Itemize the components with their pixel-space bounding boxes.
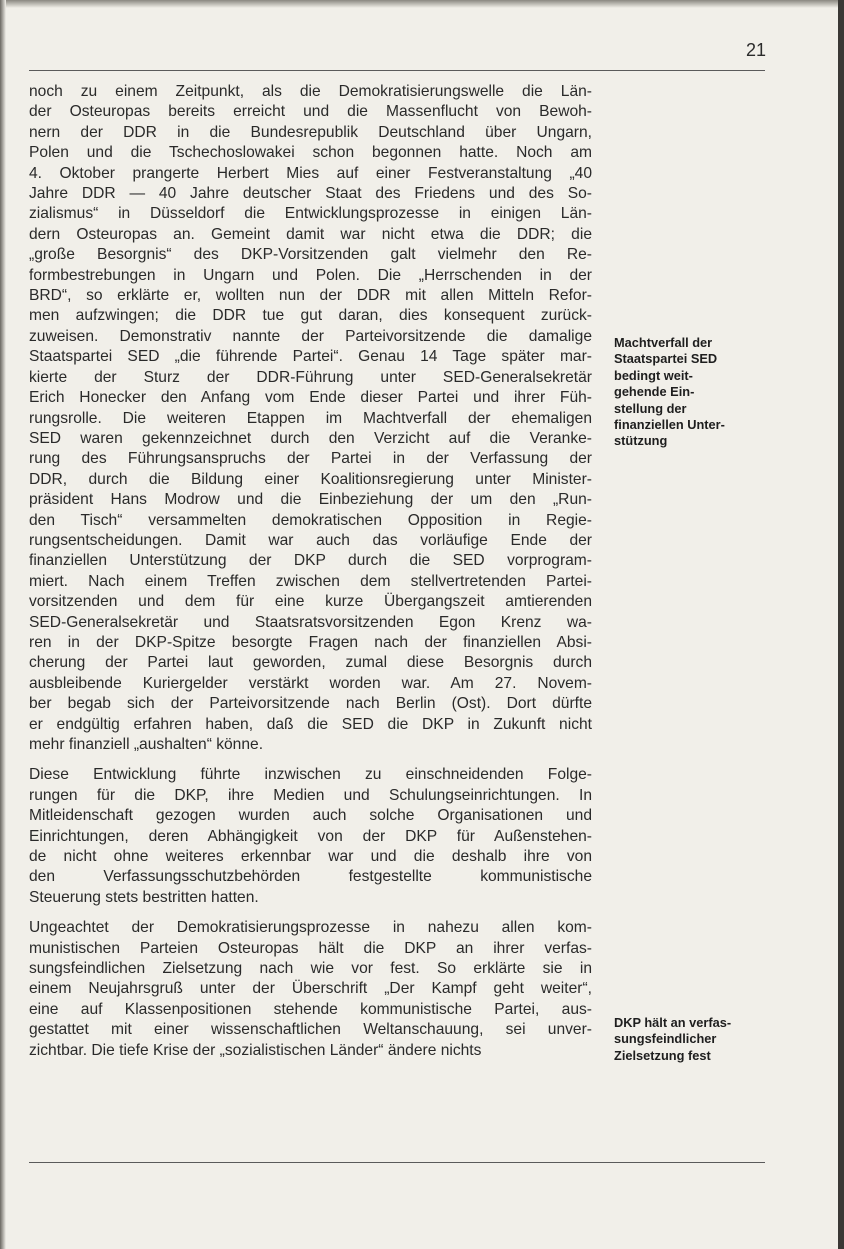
text-line: ber begab sich der Parteivorsitzende nach Berlin (Ost). Dort dürfte bbox=[29, 695, 592, 713]
text-line: ausbleibende Kuriergelder verstärkt worden war. Am 27. Novem- bbox=[29, 674, 592, 692]
text-line: 4. Oktober prangerte Herbert Mies auf einer Festveranstaltung „40 bbox=[29, 164, 592, 182]
text-line: gestattet mit einer wissenschaftlichen Weltanschauung, sei unver- bbox=[29, 1021, 592, 1039]
margin-note-line: stellung der bbox=[614, 400, 687, 416]
paragraph bbox=[29, 765, 592, 908]
text-line: zuweisen. Demonstrativ nannte der Parteivorsitzende die damalige bbox=[29, 327, 592, 345]
margin-note-line: gehende Ein- bbox=[614, 384, 695, 400]
text-line: den Verfassungsschutzbehörden festgestellte kommunistische bbox=[29, 868, 592, 886]
text-line: cherung der Partei laut geworden, zumal diese Besorgnis durch bbox=[29, 654, 592, 672]
margin-note-line: Zielsetzung fest bbox=[614, 1047, 711, 1063]
text-line: eine auf Klassenpositionen stehende kommunistische Partei, aus- bbox=[29, 1000, 592, 1018]
text-line: vorsitzenden und dem für eine kurze Übergangszeit amtierenden bbox=[29, 593, 592, 611]
text-line: DDR, durch die Bildung einer Koalitionsregierung unter Minister- bbox=[29, 470, 592, 488]
text-line: den Tisch“ versammelten demokratischen Opposition in Regie- bbox=[29, 511, 592, 529]
text-line: mehr finanziell „aushalten“ könne. bbox=[29, 736, 264, 753]
paragraph bbox=[29, 82, 592, 755]
text-line: „große Besorgnis“ des DKP-Vorsitzenden galt vielmehr den Re- bbox=[29, 246, 592, 264]
text-line: einem Neujahrsgruß unter der Überschrift „Der Kampf geht weiter“, bbox=[29, 980, 592, 998]
text-line: rungsentscheidungen. Damit war auch das vorläufige Ende der bbox=[29, 531, 592, 549]
text-line: nern der DDR in die Bundesrepublik Deutschland über Ungarn, bbox=[29, 123, 592, 141]
text-line: formbestrebungen in Ungarn und Polen. Die „Herrschenden in der bbox=[29, 266, 592, 284]
text-line: präsident Hans Modrow und die Einbeziehung der um den „Run- bbox=[29, 491, 592, 509]
text-line: SED waren gekennzeichnet durch den Verzicht auf die Veranke- bbox=[29, 429, 592, 447]
text-line: munistischen Parteien Osteuropas hält die DKP an ihrer verfas- bbox=[29, 939, 592, 957]
text-line: men aufzwingen; die DDR tue gut daran, dies konsequent zurück- bbox=[29, 307, 592, 325]
text-line: Staatspartei SED „die führende Partei“. Genau 14 Tage später mar- bbox=[29, 348, 592, 366]
margin-note-machtverfall bbox=[614, 335, 764, 450]
text-line: BRD“, so erklärte er, wollten nun der DDR mit allen Mitteln Refor- bbox=[29, 287, 592, 305]
text-line: rung des Führungsanspruchs der Partei in der Verfassung der bbox=[29, 450, 592, 468]
text-line: Steuerung stets bestritten hatten. bbox=[29, 888, 259, 906]
margin-note-line: Staatspartei SED bbox=[614, 351, 718, 367]
text-line: Diese Entwicklung führte inzwischen zu einschneidenden Folge- bbox=[29, 766, 592, 784]
text-line: dern Osteuropas an. Gemeint damit war nicht etwa die DDR; die bbox=[29, 225, 592, 243]
margin-note-line: DKP hält an verfas- bbox=[614, 1015, 732, 1030]
text-line: noch zu einem Zeitpunkt, als die Demokratisierungswelle die Län- bbox=[29, 83, 592, 100]
page-top-shadow bbox=[0, 0, 838, 8]
margin-note-line: finanziellen Unter- bbox=[614, 417, 725, 433]
text-line: kierte der Sturz der DDR-Führung unter SED-Generalsekretär bbox=[29, 368, 592, 386]
page-left-shadow bbox=[0, 0, 6, 1249]
text-line: Einrichtungen, deren Abhängigkeit von der DKP für Außenstehen- bbox=[29, 827, 592, 845]
text-line: er endgültig erfahren haben, daß die SED die DKP in Zukunft nicht bbox=[29, 715, 592, 733]
text-line: Ungeachtet der Demokratisierungsprozesse in nahezu allen kom- bbox=[29, 919, 592, 937]
footer-rule bbox=[29, 1162, 765, 1163]
margin-note-line: stützung bbox=[614, 433, 668, 449]
text-line: Polen und die Tschechoslowakei schon begonnen hatte. Noch am bbox=[29, 144, 592, 162]
text-line: sungsfeindlichen Zielsetzung nach wie vor fest. So erklärte sie in bbox=[29, 960, 592, 978]
margin-note-line: sungsfeindlicher bbox=[614, 1031, 717, 1047]
text-line: zialismus“ in Düsseldorf die Entwicklungsprozesse in einigen Län- bbox=[29, 205, 592, 223]
paragraph bbox=[29, 918, 592, 1061]
text-line: finanziellen Unterstützung der DKP durch die SED vorprogram- bbox=[29, 552, 592, 570]
margin-note-line: bedingt weit- bbox=[614, 367, 693, 383]
body-text-column bbox=[29, 82, 592, 1071]
text-line: ren in der DKP-Spitze besorgte Fragen nach der finanziellen Absi- bbox=[29, 633, 592, 651]
header-rule bbox=[29, 70, 765, 71]
page-number: 21 bbox=[745, 40, 766, 60]
margin-note-zielsetzung bbox=[614, 1015, 764, 1064]
text-line: zichtbar. Die tiefe Krise der „sozialistischen Länder“ ändere nichts bbox=[29, 1041, 482, 1059]
text-line: de nicht ohne weiteres erkennbar war und die deshalb ihre von bbox=[29, 848, 592, 866]
text-line: Jahre DDR — 40 Jahre deutscher Staat des Friedens und des So- bbox=[29, 185, 592, 203]
text-line: rungen für die DKP, ihre Medien und Schulungseinrichtungen. In bbox=[29, 786, 592, 804]
text-line: rungsrolle. Die weiteren Etappen im Machtverfall der ehemaligen bbox=[29, 409, 592, 427]
text-line: der Osteuropas bereits erreicht und die Massenflucht von Bewoh- bbox=[29, 103, 592, 121]
text-line: miert. Nach einem Treffen zwischen dem stellvertretenden Partei- bbox=[29, 572, 592, 590]
margin-note-line: Machtverfall der bbox=[614, 335, 713, 350]
text-line: Mitleidenschaft gezogen wurden auch solche Organisationen und bbox=[29, 807, 592, 825]
text-line: Erich Honecker den Anfang vom Ende dieser Partei und ihrer Füh- bbox=[29, 389, 592, 407]
text-line: SED-Generalsekretär und Staatsratsvorsitzenden Egon Krenz wa- bbox=[29, 613, 592, 631]
